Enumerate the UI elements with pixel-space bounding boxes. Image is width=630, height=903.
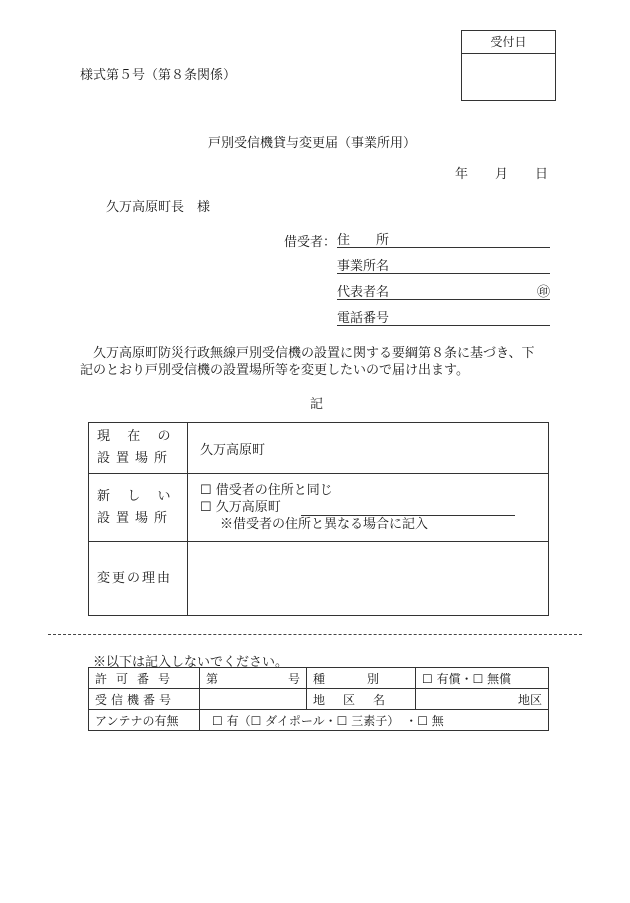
form-title: 戸別受信機貸与変更届（事業所用） — [208, 136, 417, 151]
office-use-table — [88, 667, 549, 731]
ki-heading: 記 — [310, 397, 324, 412]
applicant-phone-field[interactable] — [337, 307, 550, 326]
change-reason-label-text: 変更の理由 — [97, 570, 173, 586]
current-location-value[interactable] — [188, 423, 549, 474]
type-options-text: ☐ 有償・☐ 無償 — [422, 671, 512, 686]
new-location-input-line[interactable] — [301, 501, 515, 516]
applicant-address-field[interactable] — [337, 229, 550, 248]
char: し — [127, 488, 141, 504]
applicant-role-label: 借受者： — [284, 235, 337, 250]
new-location-option-kumakogen-label: ☐ 久万高原町 — [200, 500, 281, 515]
new-location-label-line1 — [97, 486, 171, 508]
char: の — [157, 429, 171, 444]
seal-mark: ㊞ — [536, 285, 550, 300]
antenna-label — [89, 710, 200, 731]
date-day-label: 日 — [535, 167, 549, 182]
applicant-office-label: 事業所名 — [337, 259, 390, 274]
applicant-representative-field[interactable] — [337, 281, 550, 300]
receiver-number-label — [89, 689, 200, 710]
district-suffix: 地区 — [517, 692, 542, 707]
current-location-label — [89, 423, 188, 474]
current-location-label-line1 — [97, 426, 171, 448]
body-text-line-1: 久万高原町防災行政無線戸別受信機の設置に関する要綱第８条に基づき、下 — [93, 346, 535, 361]
receiver-number-label-text: 受信機番号 — [95, 692, 176, 707]
applicant-office-field[interactable] — [337, 255, 550, 274]
current-location-text: 久万高原町 — [200, 442, 266, 458]
new-location-label-line2: 設置場所 — [97, 510, 174, 526]
office-use-note: ※以下は記入しないでください。 — [93, 655, 289, 670]
change-reason-value[interactable] — [188, 542, 549, 616]
cut-line-divider — [48, 634, 582, 635]
change-reason-label — [89, 542, 188, 616]
district-label-text: 地 区 名 — [313, 692, 389, 707]
date-year-label: 年 — [455, 167, 469, 182]
receipt-date-label: 受付日 — [462, 31, 555, 54]
change-details-table — [88, 422, 549, 616]
form-number: 様式第５号（第８条関係） — [80, 68, 237, 83]
new-location-note: ※借受者の住所と異なる場合に記入 — [220, 517, 429, 532]
permit-number-label-text: 許可番号 — [95, 671, 180, 686]
char: 現 — [97, 429, 111, 444]
applicant-phone-label: 電話番号 — [337, 311, 390, 326]
antenna-options-text: ☐ 有（☐ ダイポール・☐ 三素子） ・☐ 無 — [212, 713, 444, 728]
new-location-value — [188, 474, 549, 542]
antenna-options[interactable] — [200, 710, 549, 731]
applicant-address-label: 住 所 — [337, 233, 390, 248]
body-text-line-2: 記のとおり戸別受信機の設置場所等を変更したいので届け出ます。 — [80, 363, 469, 378]
permit-number-label — [89, 668, 200, 689]
new-location-option-kumakogen[interactable] — [200, 499, 548, 516]
date-month-label: 月 — [495, 167, 509, 182]
char: 新 — [97, 488, 111, 504]
new-location-label — [89, 474, 188, 542]
new-location-option-same-as-address[interactable]: ☐ 借受者の住所と同じ — [200, 483, 333, 498]
permit-suffix: 号 — [287, 671, 300, 686]
district-value[interactable] — [416, 689, 549, 710]
permit-number-value[interactable] — [200, 668, 307, 689]
char: 在 — [127, 429, 141, 444]
receiver-number-value[interactable] — [200, 689, 307, 710]
applicant-representative-label: 代表者名 — [337, 285, 390, 300]
addressee: 久万高原町長 様 — [106, 200, 211, 215]
current-location-label-line2: 設置場所 — [97, 451, 174, 466]
receipt-date-box[interactable] — [461, 30, 556, 101]
antenna-label-text: アンテナの有無 — [95, 713, 179, 728]
type-label-text: 種 別 — [313, 671, 386, 686]
type-label — [307, 668, 416, 689]
permit-prefix: 第 — [206, 671, 219, 686]
type-options[interactable] — [416, 668, 549, 689]
char: い — [157, 488, 171, 504]
district-label — [307, 689, 416, 710]
date-line — [455, 163, 548, 182]
